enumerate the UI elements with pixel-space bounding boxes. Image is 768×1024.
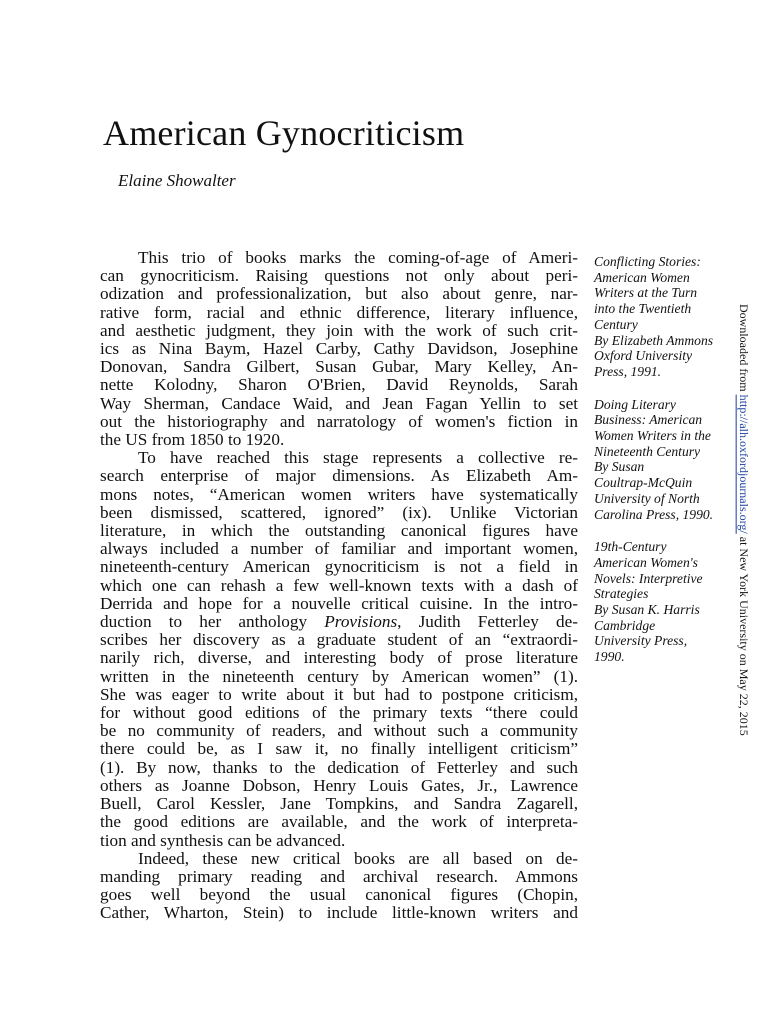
reviewed-book-line: Business: American — [594, 412, 703, 428]
body-line: tion and synthesis can be advanced. — [100, 830, 346, 850]
body-line: Donovan, Sandra Gilbert, Susan Gubar, Mary Kelley, An- — [100, 357, 578, 377]
reviewed-book-line: University Press, — [594, 633, 688, 649]
reviewed-book-entry — [594, 397, 744, 523]
body-line: out the historiography and narratology of women's fiction in — [100, 411, 578, 431]
body-line: others as Joanne Dobson, Henry Louis Gates, Jr., Lawrence — [100, 775, 578, 795]
italic-title: Provisions — [324, 612, 398, 632]
reviewed-book-line: By Susan K. Harris — [594, 602, 700, 618]
body-line: written in the nineteenth century by American women” (1). — [100, 666, 578, 686]
body-line: been dismissed, scattered, ignored” (ix). Unlike Victorian — [100, 502, 578, 522]
reviewed-book-line: Writers at the Turn — [594, 285, 698, 301]
reviewed-book-line: 1990. — [594, 649, 625, 665]
body-line: literature, in which the outstanding canonical figures have — [100, 521, 578, 541]
body-line: Buell, Carol Kessler, Jane Tompkins, and Sandra Zagarell, — [100, 794, 578, 814]
reviewed-book-line: Women Writers in the — [594, 428, 711, 444]
reviewed-book-line: Press, 1991. — [594, 363, 662, 379]
reviewed-book-line: Carolina Press, 1990. — [594, 506, 714, 522]
body-line: the US from 1850 to 1920. — [100, 430, 285, 450]
body-line: She was eager to write about it but had to postpone criticism, — [100, 684, 578, 704]
article-body — [100, 249, 578, 923]
body-line: scribes her discovery as a graduate student of an “extraordi- — [100, 630, 578, 650]
download-stamp-link[interactable]: http://alh.oxfordjournals.org/ — [737, 394, 751, 534]
reviewed-book-line: University of North — [594, 490, 700, 506]
body-line: search enterprise of major dimensions. As Elizabeth Am- — [100, 466, 578, 486]
reviewed-books-sidebar — [594, 254, 744, 682]
body-line: and aesthetic judgment, they join with the work of such crit- — [100, 320, 578, 340]
body-line: rative form, racial and ethnic difference, literary influence, — [100, 302, 578, 322]
reviewed-book-line: Conflicting Stories: — [594, 254, 701, 269]
body-line: there could be, as I saw it, no finally intelligent criticism” — [100, 739, 578, 759]
reviewed-book-entry — [594, 539, 744, 665]
body-line: can gynocriticism. Raising questions not only about peri- — [100, 266, 578, 286]
article-author: Elaine Showalter — [118, 171, 236, 190]
body-line: narily rich, diverse, and interesting body of prose literature — [100, 648, 578, 668]
reviewed-book-line: Century — [594, 316, 638, 332]
reviewed-book-line: Novels: Interpretive — [594, 570, 703, 586]
article-title: American Gynocriticism — [103, 113, 465, 153]
reviewed-book-line: Cambridge — [594, 617, 656, 633]
reviewed-book-line: American Women's — [594, 554, 698, 570]
body-line: nette Kolodny, Sharon O'Brien, David Reynolds, Sarah — [100, 375, 578, 395]
body-line: odization and professionalization, but also about genre, nar- — [100, 284, 578, 304]
body-line: Indeed, these new critical books are all based on de- — [138, 848, 578, 868]
body-line: goes well beyond the usual canonical figures (Chopin, — [100, 885, 578, 905]
reviewed-book-entry — [594, 254, 744, 380]
body-line: nineteenth-century American gynocriticism is not a field in — [100, 557, 578, 577]
body-line: manding primary reading and archival research. Ammons — [100, 866, 578, 886]
download-stamp-suffix: at New York University on May 22, 2015 — [737, 533, 751, 736]
download-stamp-prefix: Downloaded from — [737, 304, 751, 395]
body-line: mons notes, “American women writers have systematically — [100, 484, 578, 504]
body-line: always included a number of familiar and important women, — [100, 539, 578, 559]
download-stamp — [737, 304, 751, 736]
reviewed-book-line: By Susan — [594, 459, 645, 475]
body-line: for without good editions of the primary texts “there could — [100, 703, 578, 723]
body-line: be no community of readers, and without such a community — [100, 721, 578, 741]
body-line: duction to her anthology Provisions, Judith Fetterley de- — [100, 612, 578, 632]
reviewed-book-line: American Women — [594, 269, 690, 285]
body-line: To have reached this stage represents a collective re- — [138, 448, 578, 468]
reviewed-book-line: Coultrap-McQuin — [594, 475, 693, 491]
reviewed-book-line: By Elizabeth Ammons — [594, 332, 714, 348]
body-line: which one can rehash a few well-known texts with a dash of — [100, 575, 578, 595]
body-line: This trio of books marks the coming-of-age of Ameri- — [138, 248, 578, 267]
reviewed-book-line: 19th-Century — [594, 539, 667, 555]
body-line: (1). By now, thanks to the dedication of Fetterley and such — [100, 757, 578, 777]
reviewed-book-line: Nineteenth Century — [594, 443, 701, 459]
reviewed-book-line: into the Twentieth — [594, 301, 692, 317]
reviewed-book-line: Oxford University — [594, 348, 693, 364]
body-line: the good editions are available, and the work of interpreta- — [100, 812, 578, 832]
reviewed-book-line: Strategies — [594, 586, 649, 602]
body-line: Cather, Wharton, Stein) to include little-known writers and — [100, 903, 578, 923]
body-line: Derrida and hope for a nouvelle critical cuisine. In the intro- — [100, 593, 578, 613]
reviewed-book-line: Doing Literary — [594, 396, 676, 412]
body-line: ics as Nina Baym, Hazel Carby, Cathy Davidson, Josephine — [100, 339, 578, 359]
body-line: Way Sherman, Candace Waid, and Jean Fagan Yellin to set — [100, 393, 578, 413]
